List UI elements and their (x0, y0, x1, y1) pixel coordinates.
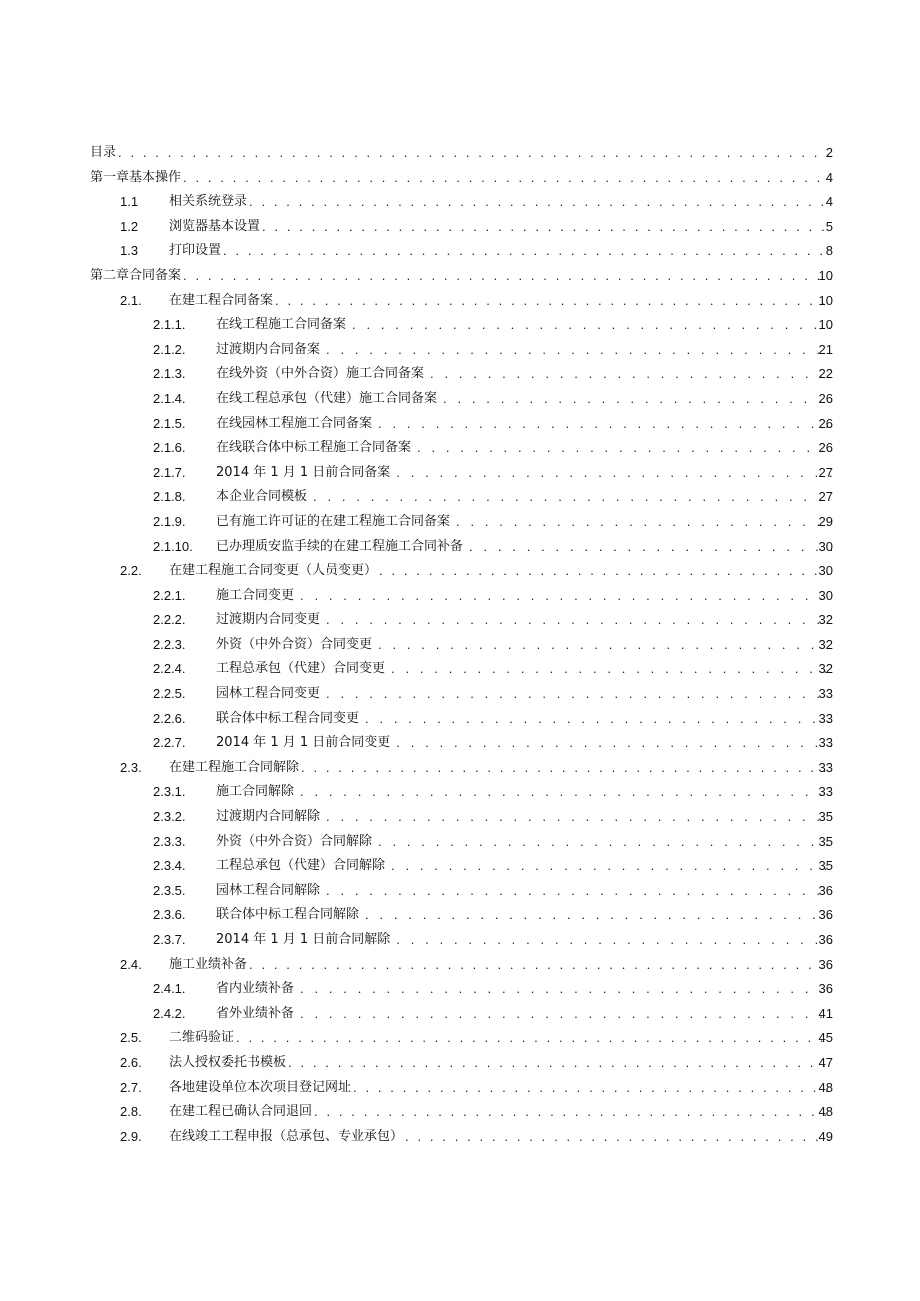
toc-entry-number: 2.1.5. (153, 415, 186, 431)
toc-entry-title: 施工业绩补备 (169, 956, 248, 972)
toc-entry-title-leader (216, 588, 832, 604)
toc-entry-title-leader (169, 219, 832, 235)
toc-dot-leader (300, 1006, 832, 1022)
toc-dot-leader (300, 981, 832, 997)
toc-dot-leader (300, 588, 832, 604)
toc-entry[interactable] (0, 535, 920, 560)
toc-entry[interactable] (0, 387, 920, 412)
toc-dot-leader (183, 170, 832, 186)
toc-entry-title-leader (216, 342, 832, 358)
toc-entry-number: 2.4. (120, 956, 142, 972)
toc-page-number: 22 (818, 366, 833, 382)
toc-page-number: 32 (818, 612, 833, 628)
toc-entry-title-leader (216, 834, 832, 850)
toc-entry[interactable] (0, 190, 920, 215)
toc-entry[interactable] (0, 707, 920, 732)
toc-page-number: 48 (818, 1104, 833, 1120)
toc-dot-leader (353, 1080, 832, 1096)
toc-entry-number: 2.2.2. (153, 612, 186, 628)
toc-entry-title-leader (216, 858, 832, 874)
toc-entry[interactable] (0, 239, 920, 264)
toc-entry-number: 2.1.8. (153, 489, 186, 505)
toc-entry-title: 在线联合体中标工程施工合同备案 (216, 440, 412, 456)
toc-entry[interactable] (0, 780, 920, 805)
toc-dot-leader (365, 907, 832, 923)
toc-entry-number: 1.3 (120, 243, 139, 259)
toc-entry-number: 1.2 (120, 218, 139, 234)
toc-entry-title-leader (169, 194, 832, 210)
toc-dot-leader (326, 612, 832, 628)
toc-page-number: 10 (818, 267, 833, 283)
toc-entry-title: 园林工程合同解除 (216, 882, 321, 898)
toc-dot-leader (326, 686, 832, 702)
toc-entry-title-leader (216, 489, 832, 505)
toc-entry[interactable] (0, 338, 920, 363)
toc-entry-number: 2.3.4. (153, 858, 186, 874)
toc-dot-leader (430, 366, 832, 382)
toc-entry-number: 2.2. (120, 563, 142, 579)
toc-page-number: 36 (818, 907, 833, 923)
toc-entry-title-leader (216, 391, 832, 407)
toc-entry-title-leader (169, 563, 832, 579)
toc-entry[interactable] (0, 289, 920, 314)
toc-page-number: 36 (818, 882, 833, 898)
toc-entry[interactable] (0, 313, 920, 338)
toc-entry-title-leader (216, 440, 832, 456)
toc-entry[interactable] (0, 166, 920, 191)
toc-page-number: 10 (818, 292, 833, 308)
toc-entry-title-leader (216, 416, 832, 432)
toc-page-number: 26 (818, 440, 833, 456)
toc-entry-title-leader (216, 1006, 832, 1022)
toc-entry-title: 2014 年 1 月 1 日前合同备案 (216, 464, 391, 480)
toc-entry[interactable] (0, 854, 920, 879)
toc-page-number: 30 (818, 538, 833, 554)
toc-entry-title: 施工合同解除 (216, 784, 295, 800)
toc-dot-leader (469, 539, 832, 555)
toc-entry-title: 二维码验证 (169, 1030, 235, 1046)
toc-entry-number: 2.1. (120, 292, 142, 308)
toc-entry-title-leader (216, 711, 832, 727)
toc-page-number: 36 (818, 956, 833, 972)
toc-dot-leader (365, 711, 832, 727)
toc-dot-leader (396, 932, 832, 948)
toc-dot-leader (300, 784, 832, 800)
toc-entry-number: 2.1.6. (153, 440, 186, 456)
toc-entry-title: 第二章合同备案 (90, 267, 182, 283)
toc-entry[interactable] (0, 1076, 920, 1101)
toc-entry-title-leader (216, 637, 832, 653)
toc-entry-title-leader (90, 170, 832, 186)
toc-entry[interactable] (0, 953, 920, 978)
toc-entry-number: 2.3.3. (153, 833, 186, 849)
toc-page-number: 35 (818, 858, 833, 874)
toc-entry-title-leader (216, 809, 832, 825)
toc-entry[interactable] (0, 510, 920, 535)
table-of-contents (0, 141, 920, 1149)
toc-page-number: 10 (818, 317, 833, 333)
toc-entry-title-leader (169, 293, 832, 309)
toc-entry-title: 在线工程施工合同备案 (216, 317, 347, 333)
toc-entry-title-leader (216, 686, 832, 702)
toc-page-number: 33 (818, 710, 833, 726)
toc-entry-title: 省外业绩补备 (216, 1005, 295, 1021)
toc-entry[interactable] (0, 215, 920, 240)
toc-entry-title-leader (169, 760, 832, 776)
toc-entry-number: 2.1.3. (153, 366, 186, 382)
toc-entry-number: 2.1.9. (153, 513, 186, 529)
toc-entry[interactable] (0, 633, 920, 658)
toc-entry-number: 2.2.6. (153, 710, 186, 726)
toc-entry-title-leader (169, 1104, 832, 1120)
toc-page-number: 41 (818, 1005, 833, 1021)
toc-entry-title: 省内业绩补备 (216, 981, 295, 997)
toc-dot-leader (405, 1129, 832, 1145)
toc-entry[interactable] (0, 805, 920, 830)
toc-entry-number: 2.3. (120, 759, 142, 775)
toc-entry-title-leader (216, 539, 832, 555)
toc-entry-number: 2.2.1. (153, 587, 186, 603)
toc-entry[interactable] (0, 461, 920, 486)
toc-dot-leader (326, 809, 832, 825)
toc-entry-number: 2.3.6. (153, 907, 186, 923)
toc-entry-title: 在线外资（中外合资）施工合同备案 (216, 366, 425, 382)
toc-entry-title: 过渡期内合同解除 (216, 809, 321, 825)
toc-entry[interactable] (0, 928, 920, 953)
toc-entry[interactable] (0, 903, 920, 928)
toc-dot-leader (223, 243, 832, 259)
toc-entry-number: 2.1.7. (153, 464, 186, 480)
toc-page-number: 26 (818, 415, 833, 431)
toc-entry-title-leader (169, 957, 832, 973)
toc-page-number: 30 (818, 587, 833, 603)
toc-entry-number: 2.1.4. (153, 390, 186, 406)
toc-entry-title: 本企业合同模板 (216, 489, 308, 505)
toc-dot-leader (443, 391, 832, 407)
toc-dot-leader (326, 342, 832, 358)
toc-entry-number: 2.2.5. (153, 686, 186, 702)
toc-entry-number: 2.3.2. (153, 809, 186, 825)
toc-dot-leader (288, 1055, 832, 1071)
toc-dot-leader (378, 834, 832, 850)
toc-page-number: 4 (825, 169, 833, 185)
toc-entry[interactable] (0, 485, 920, 510)
toc-entry-title-leader (216, 366, 832, 382)
toc-entry-title: 在线竣工工程申报（总承包、专业承包） (169, 1128, 404, 1144)
toc-page-number: 33 (818, 784, 833, 800)
toc-dot-leader (301, 760, 832, 776)
toc-dot-leader (314, 1104, 832, 1120)
toc-entry-title: 已办理质安监手续的在建工程施工合同补备 (216, 538, 464, 554)
toc-entry-title: 2014 年 1 月 1 日前合同变更 (216, 735, 391, 751)
toc-entry-title-leader (216, 883, 832, 899)
toc-page-number: 48 (818, 1079, 833, 1095)
toc-entry[interactable] (0, 830, 920, 855)
toc-entry-title: 第一章基本操作 (90, 169, 182, 185)
toc-page-number: 32 (818, 636, 833, 652)
toc-dot-leader (396, 465, 832, 481)
toc-entry-number: 2.1.1. (153, 317, 186, 333)
toc-entry-title: 相关系统登录 (169, 194, 248, 210)
toc-page-number: 47 (818, 1054, 833, 1070)
toc-dot-leader (183, 268, 832, 284)
toc-dot-leader (236, 1030, 832, 1046)
toc-dot-leader (396, 735, 832, 751)
toc-page-number: 35 (818, 833, 833, 849)
toc-page-number: 21 (818, 341, 833, 357)
toc-entry-number: 2.6. (120, 1054, 142, 1070)
toc-entry-title: 各地建设单位本次项目登记网址 (169, 1079, 352, 1095)
toc-entry-title: 工程总承包（代建）合同变更 (216, 661, 386, 677)
toc-entry[interactable] (0, 264, 920, 289)
toc-entry-title-leader (216, 661, 832, 677)
toc-dot-leader (391, 858, 832, 874)
toc-entry-title-leader (216, 907, 832, 923)
toc-entry[interactable] (0, 682, 920, 707)
toc-page-number: 36 (818, 981, 833, 997)
toc-page-number: 36 (818, 932, 833, 947)
toc-entry-number: 2.2.4. (153, 661, 186, 677)
toc-entry-title-leader (169, 1080, 832, 1096)
toc-entry-number: 2.3.5. (153, 882, 186, 898)
toc-entry[interactable] (0, 977, 920, 1002)
toc-entry-title: 打印设置 (169, 243, 222, 259)
toc-entry[interactable] (0, 1125, 920, 1150)
toc-entry-number: 2.2.3. (153, 636, 186, 652)
toc-entry-title: 2014 年 1 月 1 日前合同解除 (216, 932, 391, 947)
toc-dot-leader (249, 194, 832, 210)
toc-entry-number: 2.5. (120, 1030, 142, 1046)
toc-entry-title-leader (90, 268, 832, 284)
toc-entry-title: 在建工程施工合同变更（人员变更） (169, 563, 378, 579)
toc-entry-title-leader (216, 317, 832, 333)
toc-entry[interactable] (0, 362, 920, 387)
toc-entry-title: 过渡期内合同备案 (216, 341, 321, 357)
toc-page-number: 49 (818, 1128, 833, 1144)
toc-entry-title: 联合体中标工程合同变更 (216, 710, 360, 726)
toc-dot-leader (379, 563, 832, 579)
toc-dot-leader (456, 514, 832, 530)
toc-entry[interactable] (0, 1002, 920, 1027)
toc-entry-title-leader (216, 981, 832, 997)
toc-entry-title-leader (216, 735, 832, 751)
toc-entry-title: 联合体中标工程合同解除 (216, 907, 360, 923)
toc-entry-title: 工程总承包（代建）合同解除 (216, 858, 386, 874)
toc-entry-title-leader (216, 784, 832, 800)
toc-entry[interactable] (0, 436, 920, 461)
toc-entry-title: 外资（中外合资）合同解除 (216, 833, 373, 849)
toc-entry-title-leader (216, 612, 832, 628)
toc-entry-number: 2.4.2. (153, 1005, 186, 1021)
toc-entry[interactable] (0, 1026, 920, 1051)
toc-dot-leader (118, 145, 832, 161)
toc-entry-title: 目录 (90, 145, 117, 160)
toc-page-number: 5 (825, 218, 833, 234)
toc-page-number: 26 (818, 390, 833, 406)
toc-entry-number: 2.1.2. (153, 341, 186, 357)
toc-page-number: 33 (818, 759, 833, 775)
toc-entry-number: 2.9. (120, 1128, 142, 1144)
toc-dot-leader (352, 317, 832, 333)
toc-page-number: 33 (818, 686, 833, 702)
toc-entry-title: 过渡期内合同变更 (216, 612, 321, 628)
toc-dot-leader (249, 957, 832, 973)
toc-page-number: 33 (818, 735, 833, 751)
toc-page-number: 8 (825, 243, 833, 259)
toc-entry-number: 1.1 (120, 194, 139, 210)
toc-entry[interactable] (0, 657, 920, 682)
toc-entry-title-leader (169, 1129, 832, 1145)
toc-dot-leader (326, 883, 832, 899)
toc-entry-number: 2.3.1. (153, 784, 186, 800)
toc-page-number: 45 (818, 1030, 833, 1046)
toc-entry-title-leader (216, 514, 832, 530)
toc-entry[interactable] (0, 1051, 920, 1076)
toc-entry-title: 在建工程已确认合同退回 (169, 1104, 313, 1120)
toc-dot-leader (275, 293, 832, 309)
toc-entry[interactable] (0, 559, 920, 584)
toc-page-number: 35 (818, 809, 833, 825)
toc-entry-title-leader (216, 465, 832, 481)
toc-entry[interactable] (0, 879, 920, 904)
toc-entry-title: 在建工程施工合同解除 (169, 759, 300, 775)
toc-dot-leader (391, 661, 832, 677)
toc-entry[interactable] (0, 756, 920, 781)
toc-entry-number: 2.1.10. (153, 538, 193, 554)
toc-entry[interactable] (0, 141, 920, 166)
toc-entry-title-leader (169, 243, 832, 259)
toc-page-number: 2 (825, 145, 833, 160)
toc-entry-title-leader (169, 1055, 832, 1071)
toc-dot-leader (262, 219, 832, 235)
toc-entry-title: 在线工程总承包（代建）施工合同备案 (216, 390, 438, 406)
toc-page-number: 4 (825, 194, 833, 210)
toc-entry-number: 2.4.1. (153, 981, 186, 997)
toc-entry[interactable] (0, 731, 920, 756)
toc-entry-title: 施工合同变更 (216, 587, 295, 603)
toc-page-number: 29 (818, 513, 833, 529)
toc-entry-number: 2.3.7. (153, 932, 186, 947)
toc-entry-number: 2.8. (120, 1104, 142, 1120)
toc-page-number: 30 (818, 563, 833, 579)
toc-entry-title-leader (90, 145, 832, 161)
toc-dot-leader (417, 440, 832, 456)
toc-dot-leader (313, 489, 832, 505)
toc-entry-title: 外资（中外合资）合同变更 (216, 636, 373, 652)
toc-entry-title: 在建工程合同备案 (169, 292, 274, 308)
toc-entry-number: 2.7. (120, 1079, 142, 1095)
toc-entry[interactable] (0, 608, 920, 633)
toc-entry-title: 法人授权委托书模板 (169, 1054, 287, 1070)
toc-entry[interactable] (0, 584, 920, 609)
toc-dot-leader (378, 637, 832, 653)
toc-page-number: 27 (818, 489, 833, 505)
toc-entry-title: 在线园林工程施工合同备案 (216, 415, 373, 431)
toc-dot-leader (378, 416, 832, 432)
toc-entry-title-leader (216, 932, 832, 948)
toc-page-number: 32 (818, 661, 833, 677)
toc-entry[interactable] (0, 1100, 920, 1125)
toc-entry-title-leader (169, 1030, 832, 1046)
toc-entry-title: 浏览器基本设置 (169, 218, 261, 234)
toc-entry-title: 已有施工许可证的在建工程施工合同备案 (216, 513, 451, 529)
toc-entry-number: 2.2.7. (153, 735, 186, 751)
toc-entry[interactable] (0, 412, 920, 437)
toc-page-number: 27 (818, 464, 833, 480)
toc-entry-title: 园林工程合同变更 (216, 686, 321, 702)
